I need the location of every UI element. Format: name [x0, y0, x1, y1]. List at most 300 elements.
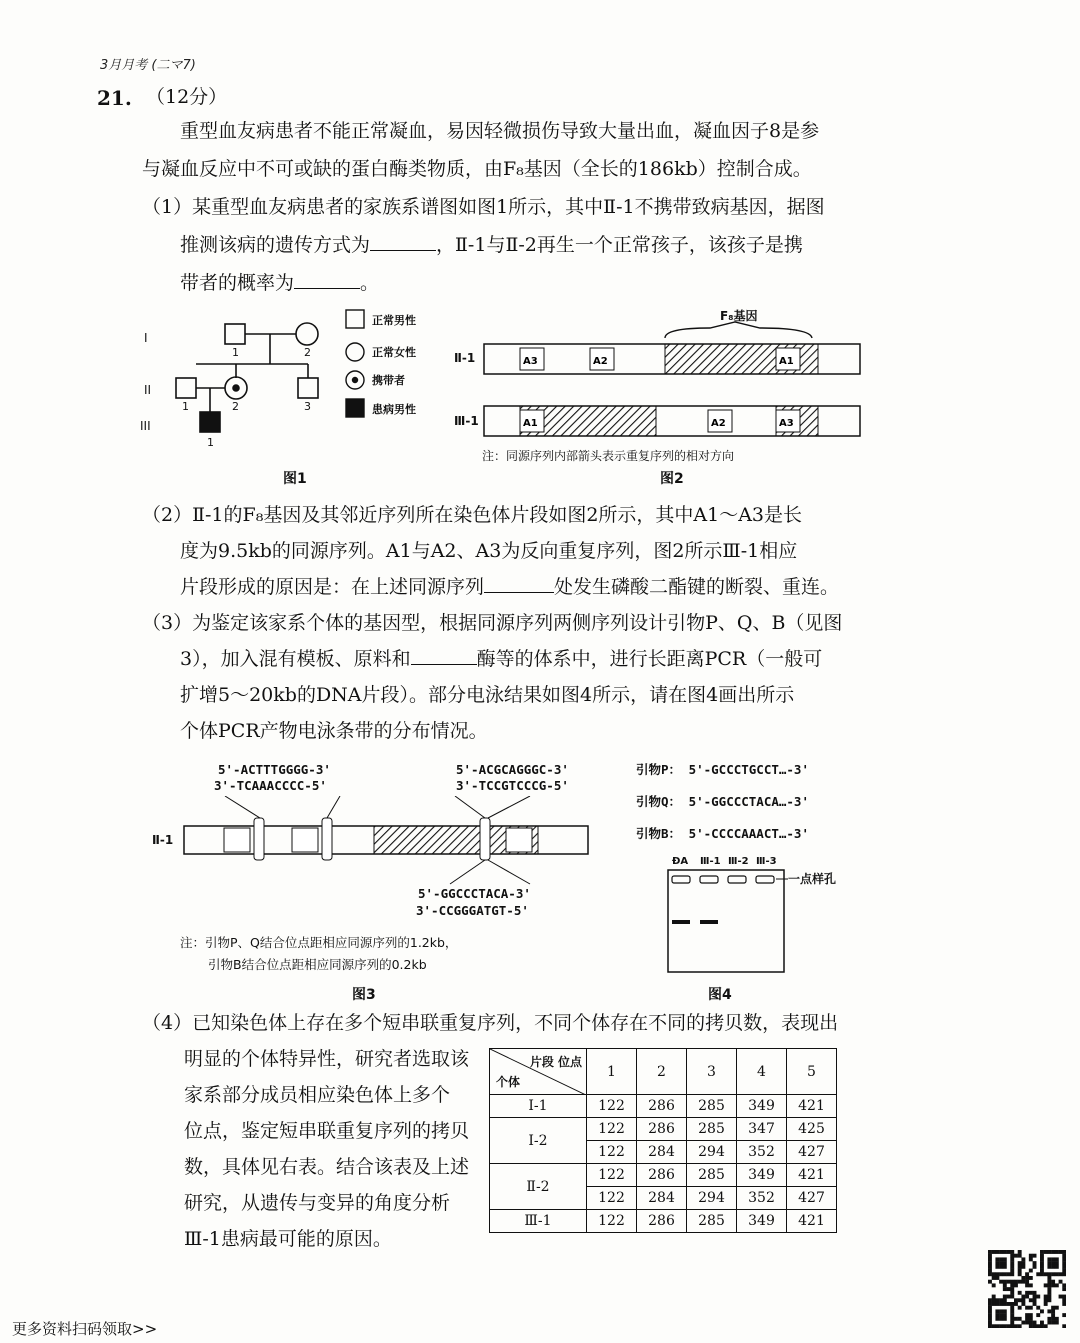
qr-module	[1051, 1313, 1055, 1317]
qr-module	[1025, 1280, 1029, 1284]
qr-module	[1055, 1250, 1059, 1254]
qr-module	[1003, 1261, 1007, 1265]
qr-module	[1014, 1283, 1018, 1287]
qr-module	[1014, 1302, 1018, 1306]
qr-module	[1040, 1254, 1044, 1258]
qr-module	[999, 1257, 1003, 1261]
figure3-caption: 图3	[352, 987, 376, 1003]
part4-line-6: 研究，从遗传与变异的角度分析	[184, 1192, 451, 1214]
footer-link[interactable]: 更多资料扫码领取>>	[12, 1320, 158, 1338]
answer-blank-enzyme[interactable]	[411, 646, 477, 665]
qr-module	[1051, 1317, 1055, 1321]
qr-module	[1047, 1261, 1051, 1265]
qr-module	[1044, 1298, 1048, 1302]
qr-module	[1033, 1291, 1037, 1295]
qr-module	[1014, 1254, 1018, 1258]
qr-module	[1025, 1317, 1029, 1321]
col-header: 2	[637, 1049, 687, 1095]
qr-module	[1047, 1280, 1051, 1284]
qr-module	[999, 1302, 1003, 1306]
seq-top-right-1: 5'-ACGCAGGGC-3'	[456, 762, 569, 777]
qr-module	[1003, 1317, 1007, 1321]
qr-module	[1010, 1257, 1014, 1261]
qr-module	[1033, 1254, 1037, 1258]
qr-module	[988, 1272, 992, 1276]
qr-module	[1033, 1321, 1037, 1325]
qr-module	[1062, 1324, 1066, 1328]
qr-module	[995, 1302, 999, 1306]
intro-line-1: 重型血友病患者不能正常凝血，易因轻微损伤导致大量出血，凝血因子8是参	[180, 120, 820, 142]
table-row: 122 284 294 352 427	[490, 1187, 837, 1210]
seq-top-left-2: 3'-TCAAACCCC-5'	[214, 778, 327, 793]
qr-module	[1040, 1269, 1044, 1273]
qr-module	[999, 1313, 1003, 1317]
qr-module	[1018, 1265, 1022, 1269]
qr-module	[1003, 1324, 1007, 1328]
qr-module	[1036, 1313, 1040, 1317]
figure3-note-2: 引物B结合位点距相应同源序列的0.2kb	[208, 957, 427, 972]
qr-module	[1014, 1317, 1018, 1321]
qr-module	[1003, 1313, 1007, 1317]
qr-module	[1047, 1287, 1051, 1291]
qr-module	[988, 1280, 992, 1284]
svg-text:A2: A2	[711, 418, 726, 429]
qr-module	[1047, 1276, 1051, 1280]
part3-line-1: （3）为鉴定该家系个体的基因型，根据同源序列两侧序列设计引物P、Q、B（见图	[142, 612, 843, 634]
answer-blank-inheritance[interactable]	[370, 232, 436, 251]
qr-module	[1059, 1280, 1063, 1284]
primer-p: 引物P： 5'-GCCCTGCCT…-3'	[636, 762, 809, 777]
qr-module	[1029, 1306, 1033, 1310]
qr-module	[1025, 1321, 1029, 1325]
part3-line-4: 个体PCR产物电泳条带的分布情况。	[180, 720, 488, 742]
qr-module	[1010, 1313, 1014, 1317]
qr-module	[999, 1324, 1003, 1328]
qr-module	[995, 1276, 999, 1280]
qr-module	[1040, 1272, 1044, 1276]
figure2-caption: 图2	[660, 471, 684, 487]
qr-module	[1047, 1265, 1051, 1269]
qr-module	[999, 1272, 1003, 1276]
qr-module	[1021, 1265, 1025, 1269]
qr-module	[1025, 1313, 1029, 1317]
qr-module	[1025, 1272, 1029, 1276]
answer-blank-probability[interactable]	[294, 270, 360, 289]
gel-figure	[664, 850, 854, 974]
qr-module	[1047, 1283, 1051, 1287]
qr-module	[1047, 1250, 1051, 1254]
qr-module	[1051, 1257, 1055, 1261]
qr-module	[1007, 1295, 1011, 1299]
lane-label-3: Ⅲ-2	[728, 856, 749, 867]
qr-module	[999, 1261, 1003, 1265]
qr-module	[1021, 1298, 1025, 1302]
qr-module	[988, 1302, 992, 1306]
qr-module	[1062, 1257, 1066, 1261]
qr-module	[988, 1324, 992, 1328]
qr-module	[1003, 1302, 1007, 1306]
part3-line-3: 扩增5～20kb的DNA片段）。部分电泳结果如图4所示，请在图4画出所示	[180, 684, 795, 706]
svg-text:1: 1	[182, 400, 189, 413]
qr-module	[1007, 1287, 1011, 1291]
qr-module	[999, 1280, 1003, 1284]
qr-module	[1055, 1283, 1059, 1287]
qr-module	[1055, 1257, 1059, 1261]
qr-module	[1062, 1313, 1066, 1317]
qr-module	[1036, 1295, 1040, 1299]
qr-module	[992, 1276, 996, 1280]
qr-module	[1010, 1250, 1014, 1254]
qr-module	[1003, 1295, 1007, 1299]
handwritten-note: 3月月考 (二マ7)	[100, 58, 196, 73]
col-header: 4	[737, 1049, 787, 1095]
qr-module	[1018, 1261, 1022, 1265]
qr-module	[1021, 1321, 1025, 1325]
qr-module	[1010, 1265, 1014, 1269]
col-header: 5	[787, 1049, 837, 1095]
qr-module	[988, 1265, 992, 1269]
qr-module	[1018, 1269, 1022, 1273]
qr-module	[1021, 1261, 1025, 1265]
qr-module	[1044, 1302, 1048, 1306]
qr-module	[1003, 1257, 1007, 1261]
table-row: I-2 122 286 285 347 425	[490, 1118, 837, 1141]
svg-text:A3: A3	[779, 418, 794, 429]
qr-module	[1036, 1324, 1040, 1328]
qr-module	[1021, 1280, 1025, 1284]
qr-module	[1007, 1272, 1011, 1276]
qr-module	[1007, 1302, 1011, 1306]
qr-module	[1018, 1298, 1022, 1302]
qr-module	[1055, 1321, 1059, 1325]
svg-text:A2: A2	[593, 356, 608, 367]
qr-module	[1018, 1254, 1022, 1258]
qr-module	[1007, 1324, 1011, 1328]
qr-module	[1029, 1269, 1033, 1273]
qr-module	[1010, 1254, 1014, 1258]
qr-module	[1059, 1295, 1063, 1299]
figure3-note-1: 注：引物P、Q结合位点距相应同源序列的1.2kb，	[180, 935, 458, 950]
qr-module	[1003, 1250, 1007, 1254]
qr-module	[1029, 1298, 1033, 1302]
qr-module	[1040, 1309, 1044, 1313]
svg-text:2: 2	[232, 400, 239, 413]
pedigree-III1-affected	[200, 412, 220, 432]
qr-module	[1055, 1265, 1059, 1269]
gen-label-2: II	[144, 383, 152, 397]
qr-module	[1062, 1265, 1066, 1269]
qr-module	[1018, 1317, 1022, 1321]
qr-module	[1010, 1309, 1014, 1313]
qr-module	[1025, 1295, 1029, 1299]
part4-line-1: （4）已知染色体上存在多个短串联重复序列，不同个体存在不同的拷贝数，表现出	[142, 1012, 839, 1034]
qr-module	[1029, 1257, 1033, 1261]
qr-module	[999, 1298, 1003, 1302]
part1-line-1: （1）某重型血友病患者的家族系谱图如图1所示，其中Ⅱ-1不携带致病基因，据图	[142, 196, 825, 218]
qr-module	[988, 1254, 992, 1258]
qr-module	[1051, 1261, 1055, 1265]
qr-module	[992, 1302, 996, 1306]
qr-module	[1007, 1280, 1011, 1284]
gen-label-1: I	[144, 331, 148, 345]
qr-module	[1010, 1317, 1014, 1321]
qr-module	[992, 1298, 996, 1302]
fig2-row-label-1: Ⅱ-1	[454, 351, 476, 365]
part4-line-2: 明显的个体特异性，研究者选取该	[184, 1048, 470, 1070]
qr-module	[1040, 1324, 1044, 1328]
qr-module	[992, 1283, 996, 1287]
svg-text:2: 2	[304, 346, 311, 359]
qr-module	[1047, 1295, 1051, 1299]
svg-text:1: 1	[207, 436, 214, 449]
svg-text:A1: A1	[523, 418, 538, 429]
seq-top-right-2: 3'-TCCGTCCCG-5'	[456, 778, 569, 793]
qr-module	[999, 1250, 1003, 1254]
qr-module	[1062, 1295, 1066, 1299]
svg-text:A3: A3	[523, 356, 538, 367]
qr-module	[1003, 1287, 1007, 1291]
table-row: 122 284 294 352 427	[490, 1141, 837, 1164]
qr-module	[1062, 1298, 1066, 1302]
qr-module	[1051, 1250, 1055, 1254]
qr-module	[1018, 1280, 1022, 1284]
qr-module	[1062, 1269, 1066, 1273]
fig2-row-label-2: Ⅲ-1	[454, 414, 479, 428]
gene-label: F₈基因	[720, 309, 758, 323]
qr-module	[1033, 1265, 1037, 1269]
part4-line-3: 家系部分成员相应染色体上多个	[184, 1084, 451, 1106]
qr-module	[995, 1324, 999, 1328]
qr-module	[1018, 1272, 1022, 1276]
seq-bottom-2: 3'-CCGGGATGT-5'	[416, 903, 529, 918]
qr-module	[1029, 1313, 1033, 1317]
qr-module	[1040, 1265, 1044, 1269]
qr-module	[1047, 1272, 1051, 1276]
qr-module	[1040, 1321, 1044, 1325]
qr-module	[1010, 1269, 1014, 1273]
qr-module	[1044, 1250, 1048, 1254]
qr-module	[1029, 1324, 1033, 1328]
part3-line-2: 3），加入混有模板、原料和 酶等的体系中，进行长距离PCR（一般可	[180, 648, 823, 670]
qr-module	[1055, 1261, 1059, 1265]
qr-module	[995, 1265, 999, 1269]
figure2-diagram	[450, 300, 870, 470]
qr-module	[1047, 1257, 1051, 1261]
part2-line-3: 片段形成的原因是：在上述同源序列 处发生磷酸二酯键的断裂、重连。	[180, 576, 840, 598]
legend-normal-male: 正常男性	[372, 314, 416, 327]
part4-line-4: 位点，鉴定短串联重复序列的拷贝	[184, 1120, 470, 1142]
qr-module	[1047, 1291, 1051, 1295]
qr-module	[992, 1324, 996, 1328]
figure4-caption: 图4	[708, 987, 732, 1003]
svg-text:3: 3	[304, 400, 311, 413]
qr-module	[1062, 1250, 1066, 1254]
lane-label-1: ĐA	[672, 856, 689, 867]
qr-module	[1021, 1302, 1025, 1306]
pedigree-I2-female	[296, 323, 318, 345]
qr-module	[1003, 1309, 1007, 1313]
qr-module	[988, 1298, 992, 1302]
primer-q: 引物Q： 5'-GGCCCTACA…-3'	[636, 794, 809, 809]
question-number: 21.	[97, 86, 132, 110]
legend-carrier: 携带者	[372, 374, 405, 387]
part1-line-2: 推测该病的遗传方式为 ，Ⅱ-1与Ⅱ-2再生一个正常孩子，该孩子是携	[180, 234, 803, 256]
answer-blank-homologous[interactable]	[484, 574, 554, 593]
qr-module	[988, 1321, 992, 1325]
qr-module	[995, 1250, 999, 1254]
qr-module	[1051, 1283, 1055, 1287]
qr-module	[1033, 1298, 1037, 1302]
qr-module	[1029, 1276, 1033, 1280]
qr-module	[1051, 1309, 1055, 1313]
qr-module	[1040, 1250, 1044, 1254]
qr-module	[988, 1306, 992, 1310]
seq-bottom-1: 5'-GGCCCTACA-3'	[418, 886, 531, 901]
part1-line-3: 带者的概率为 。	[180, 272, 380, 294]
qr-module	[1033, 1324, 1037, 1328]
qr-module	[1047, 1309, 1051, 1313]
part2-line-1: （2）Ⅱ-1的F₈基因及其邻近序列所在染色体片段如图2所示，其中A1～A3是长	[142, 504, 803, 526]
qr-code-icon[interactable]	[988, 1250, 1066, 1328]
figure3-diagram	[150, 796, 600, 886]
qr-module	[1059, 1250, 1063, 1254]
str-table	[489, 1048, 837, 1233]
qr-module	[1044, 1324, 1048, 1328]
qr-module	[1003, 1265, 1007, 1269]
legend-affected-male: 患病男性	[372, 403, 416, 416]
qr-module	[1003, 1280, 1007, 1284]
qr-module	[988, 1309, 992, 1313]
qr-module	[995, 1261, 999, 1265]
qr-module	[992, 1250, 996, 1254]
qr-module	[1007, 1250, 1011, 1254]
col-header: 3	[687, 1049, 737, 1095]
qr-module	[1025, 1276, 1029, 1280]
qr-module	[1003, 1283, 1007, 1287]
qr-module	[1010, 1324, 1014, 1328]
qr-module	[1044, 1272, 1048, 1276]
qr-module	[1025, 1306, 1029, 1310]
figure1-caption: 图1	[283, 471, 307, 487]
qr-module	[1033, 1295, 1037, 1299]
qr-module	[1010, 1283, 1014, 1287]
qr-module	[1010, 1295, 1014, 1299]
qr-module	[1040, 1257, 1044, 1261]
qr-module	[988, 1261, 992, 1265]
qr-module	[1014, 1280, 1018, 1284]
svg-text:A1: A1	[779, 356, 794, 367]
qr-module	[999, 1317, 1003, 1321]
qr-module	[988, 1257, 992, 1261]
qr-module	[988, 1317, 992, 1321]
qr-module	[1062, 1302, 1066, 1306]
qr-module	[1021, 1276, 1025, 1280]
figure2-note: 注：同源序列内部箭头表示重复序列的相对方向	[482, 449, 735, 463]
qr-module	[995, 1313, 999, 1317]
qr-module	[1014, 1298, 1018, 1302]
qr-module	[1036, 1306, 1040, 1310]
gen-label-3: III	[140, 419, 151, 433]
qr-module	[1010, 1261, 1014, 1265]
qr-module	[1018, 1324, 1022, 1328]
qr-module	[1018, 1291, 1022, 1295]
qr-module	[1033, 1261, 1037, 1265]
qr-module	[1029, 1321, 1033, 1325]
qr-module	[1062, 1254, 1066, 1258]
lane-label-2: Ⅲ-1	[700, 856, 721, 867]
qr-module	[1010, 1306, 1014, 1310]
qr-module	[1051, 1265, 1055, 1269]
qr-module	[988, 1269, 992, 1273]
qr-module	[1051, 1306, 1055, 1310]
qr-module	[988, 1313, 992, 1317]
qr-module	[1062, 1283, 1066, 1287]
qr-module	[988, 1250, 992, 1254]
qr-module	[1029, 1254, 1033, 1258]
qr-module	[995, 1309, 999, 1313]
qr-module	[1003, 1272, 1007, 1276]
qr-module	[1047, 1317, 1051, 1321]
table-corner: 片段 位点 个体	[490, 1049, 587, 1095]
seq-top-left-1: 5'-ACTTTGGGG-3'	[218, 762, 331, 777]
intro-line-2: 与凝血反应中不可或缺的蛋白酶类物质，由F₈基因（全长的186kb）控制合成。	[142, 158, 812, 180]
qr-module	[1010, 1280, 1014, 1284]
pedigree-II1-male	[176, 378, 196, 398]
part2-line-2: 度为9.5kb的同源序列。A1与A2、A3为反向重复序列，图2所示Ⅲ-1相应	[180, 540, 798, 562]
qr-module	[1025, 1291, 1029, 1295]
qr-module	[1018, 1306, 1022, 1310]
table-row: Ⅲ-1 122 286 285 349 421	[490, 1210, 837, 1233]
qr-module	[1051, 1321, 1055, 1325]
qr-module	[1003, 1298, 1007, 1302]
pedigree-I1-male	[225, 324, 245, 344]
qr-module	[995, 1298, 999, 1302]
well-label: 一点样孔	[788, 872, 837, 886]
table-row: I-1 122 286 285 349 421	[490, 1095, 837, 1118]
qr-module	[999, 1309, 1003, 1313]
qr-module	[1047, 1298, 1051, 1302]
qr-module	[1018, 1250, 1022, 1254]
fig3-row-label: Ⅱ-1	[152, 833, 174, 847]
table-row: Ⅱ-2 122 286 285 349 421	[490, 1164, 837, 1187]
qr-module	[1029, 1283, 1033, 1287]
qr-module	[999, 1265, 1003, 1269]
qr-module	[992, 1295, 996, 1299]
qr-module	[1033, 1302, 1037, 1306]
part4-line-5: 数，具体见右表。结合该表及上述	[184, 1156, 470, 1178]
qr-module	[1010, 1272, 1014, 1276]
pedigree-II3-male	[298, 378, 318, 398]
qr-module	[1062, 1261, 1066, 1265]
legend-normal-female: 正常女性	[372, 346, 416, 359]
qr-module	[995, 1317, 999, 1321]
qr-module	[1044, 1283, 1048, 1287]
qr-module	[1010, 1291, 1014, 1295]
primer-b: 引物B： 5'-CCCCAAACT…-3'	[636, 826, 809, 841]
qr-module	[992, 1272, 996, 1276]
qr-module	[1029, 1291, 1033, 1295]
qr-module	[1059, 1272, 1063, 1276]
qr-module	[995, 1272, 999, 1276]
qr-module	[1051, 1272, 1055, 1276]
qr-module	[1044, 1295, 1048, 1299]
qr-module	[1047, 1321, 1051, 1325]
col-header: 1	[587, 1049, 637, 1095]
question-score: （12分）	[146, 86, 228, 108]
qr-module	[1036, 1272, 1040, 1276]
qr-module	[1055, 1317, 1059, 1321]
qr-module	[1055, 1306, 1059, 1310]
